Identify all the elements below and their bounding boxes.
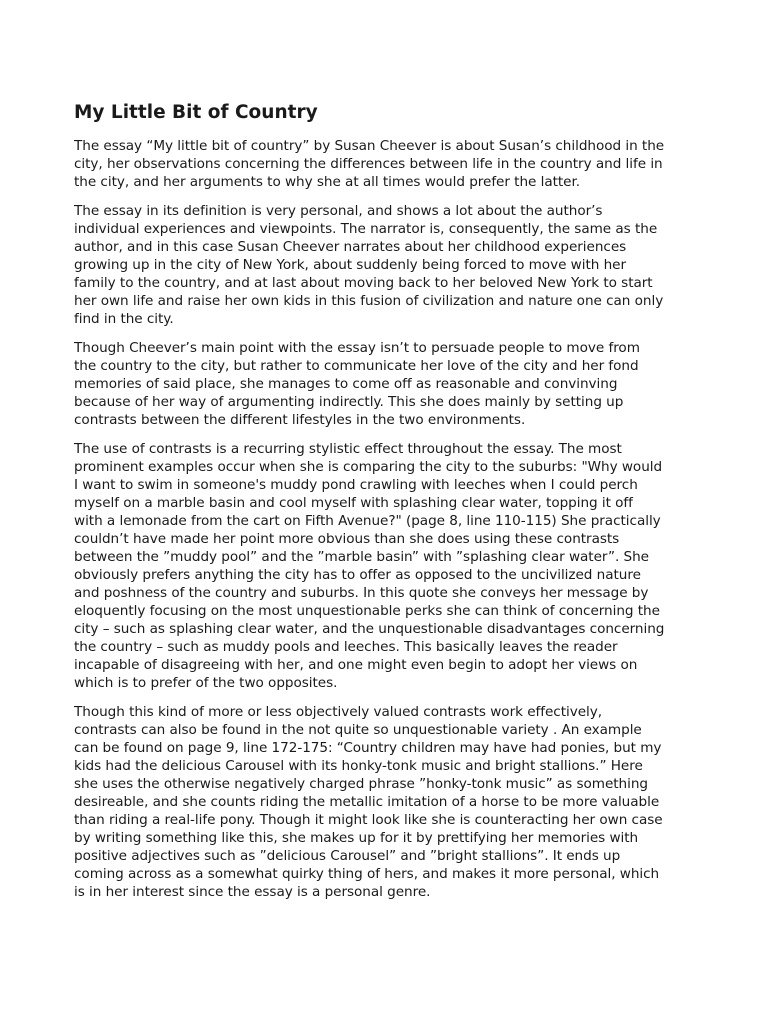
paragraph-5 (74, 703, 698, 901)
document-body (74, 137, 698, 901)
text-line: The essay “My little bit of country” by Susan Cheever is about Susan’s childhood in the (74, 138, 665, 154)
text-line: memories of said place, she manages to come off as reasonable and convinving (74, 376, 618, 392)
paragraph-1 (74, 137, 698, 191)
text-line: and poshness of the country and suburbs. In this quote she conveys her message by (74, 585, 649, 601)
paragraph-3 (74, 339, 698, 429)
text-line: I want to swim in someone's muddy pond crawling with leeches when I could perch (74, 477, 638, 493)
text-line: because of her way of argumenting indirectly. This she does mainly by setting up (74, 394, 624, 410)
text-line: eloquently focusing on the most unquestionable perks she can think of concerning the (74, 603, 660, 619)
text-line: The use of contrasts is a recurring stylistic effect throughout the essay. The most (74, 441, 622, 457)
text-line: her own life and raise her own kids in this fusion of civilization and nature one can only (74, 293, 664, 309)
text-line: contrasts can also be found in the not quite so unquestionable variety . An example (74, 722, 642, 738)
text-line: which is to prefer of the two opposites. (74, 675, 338, 691)
text-line: kids had the delicious Carousel with its honky-tonk music and bright stallions.” Here (74, 758, 643, 774)
text-line: The essay in its definition is very personal, and shows a lot about the author’s (74, 203, 603, 219)
text-line: the country to the city, but rather to communicate her love of the city and her fond (74, 358, 639, 374)
text-line: with a lemonade from the cart on Fifth Avenue?" (page 8, line 110-115) She practically (74, 513, 661, 529)
paragraph-2 (74, 202, 698, 328)
text-line: city – such as splashing clear water, and the unquestionable disadvantages concerning (74, 621, 665, 637)
document-title: My Little Bit of Country (74, 102, 318, 123)
text-line: between the ”muddy pool” and the ”marble basin” with ”splashing clear water”. She (74, 549, 649, 565)
text-line: find in the city. (74, 311, 174, 327)
text-line: by writing something like this, she makes up for it by prettifying her memories with (74, 830, 639, 846)
text-line: than riding a real-life pony. Though it might look like she is counteracting her own case (74, 812, 663, 828)
text-line: Though Cheever’s main point with the essay isn’t to persuade people to move from (74, 340, 640, 356)
text-line: obviously prefers anything the city has to offer as opposed to the uncivilized nature (74, 567, 641, 583)
text-line: incapable of disagreeing with her, and one might even begin to adopt her views on (74, 657, 638, 673)
text-line: couldn’t have made her point more obvious than she does using these contrasts (74, 531, 620, 547)
paragraph-4 (74, 440, 698, 692)
text-line: she uses the otherwise negatively charged phrase ”honky-tonk music” as something (74, 776, 648, 792)
text-line: coming across as a somewhat quirky thing of hers, and makes it more personal, which (74, 866, 660, 882)
text-line: family to the country, and at last about moving back to her beloved New York to start (74, 275, 653, 291)
text-line: individual experiences and viewpoints. The narrator is, consequently, the same as the (74, 221, 658, 237)
text-line: myself on a marble basin and cool myself with splashing clear water, topping it off (74, 495, 633, 511)
document-page (74, 100, 698, 912)
text-line: contrasts between the different lifestyles in the two environments. (74, 412, 526, 428)
text-line: author, and in this case Susan Cheever narrates about her childhood experiences (74, 239, 627, 255)
text-line: the country – such as muddy pools and leeches. This basically leaves the reader (74, 639, 618, 655)
text-line: Though this kind of more or less objectively valued contrasts work effectively, (74, 704, 603, 720)
text-line: is in her interest since the essay is a personal genre. (74, 884, 431, 900)
text-line: can be found on page 9, line 172-175: “Country children may have had ponies, but my (74, 740, 662, 756)
text-line: positive adjectives such as ”delicious Carousel” and ”bright stallions”. It ends up (74, 848, 621, 864)
text-line: the city, and her arguments to why she at all times would prefer the latter. (74, 174, 581, 190)
text-line: desireable, and she counts riding the metallic imitation of a horse to be more valuable (74, 794, 660, 810)
text-line: prominent examples occur when she is comparing the city to the suburbs: "Why would (74, 459, 663, 475)
text-line: growing up in the city of New York, about suddenly being forced to move with her (74, 257, 626, 273)
text-line: city, her observations concerning the differences between life in the country and life in (74, 156, 663, 172)
